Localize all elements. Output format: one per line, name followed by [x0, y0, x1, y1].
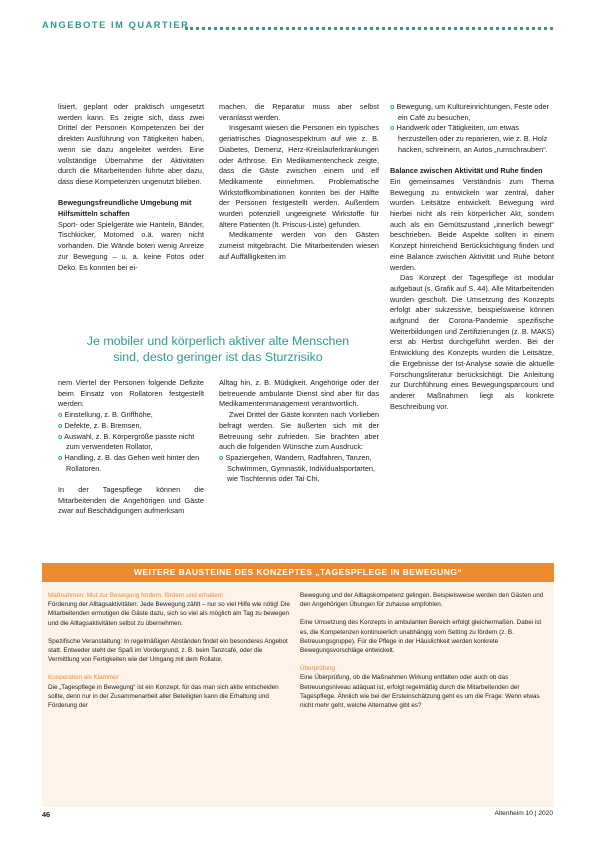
subheading: Bewegungsfreundliche Umgebung mit Hilfsmitteln schaffen — [58, 198, 192, 219]
bullet-icon: o — [219, 452, 224, 462]
info-box-label: Maßnahmen: Mut zur Bewegung fordern, fördern und erhalten! — [48, 592, 224, 599]
info-box — [42, 563, 554, 807]
info-box-title: WEITERE BAUSTEINE DES KONZEPTES „TAGESPFLEGE IN BEWEGUNG“ — [42, 563, 554, 582]
info-box-label: Überprüfung — [300, 665, 336, 673]
paragraph: Alltag hin, z. B. Müdigkeit. Angehörige oder der betreuende ambulante Dienst sind aber für das Medikamentenmanagement verantwortlich. — [219, 378, 379, 409]
pull-quote — [52, 333, 384, 365]
column-2-bottom — [219, 378, 379, 485]
info-box-left-column — [48, 591, 294, 710]
info-box-right-column — [300, 591, 548, 710]
footer-issue: Altenheim 10 | 2020 — [494, 810, 553, 817]
pull-quote-line: sind, desto geringer ist das Sturzrisiko — [113, 350, 323, 364]
subheading: Balance zwischen Aktivität und Ruhe finden — [390, 166, 543, 176]
list-item: o Einstellung, z. B. Griffhöhe, — [58, 410, 153, 420]
bullet-icon: o — [58, 431, 63, 441]
paragraph: Medikamente werden von den Gästen zumeist mitgebracht. Die Mitarbeitenden wiesen auf Auffälligkeiten im — [219, 230, 379, 261]
list-item: o Auswahl, z. B. Körpergröße passte nicht zum verwendeten Rollator, — [58, 431, 195, 452]
bullet-icon: o — [58, 410, 63, 420]
column-3 — [390, 102, 554, 412]
paragraph: Die „Tagespflege in Bewegung“ ist ein Konzept, für das man sich aktiv entscheiden sollte, denn nur in der Zusammenarbeit aller Beteiligten kann die Erhaltung und Förderung der — [48, 683, 279, 710]
paragraph: Spezifische Veranstaltung: In regelmäßigen Abständen findet ein besonderes Angebot statt. Entweder steht der Spaß im Vordergrund, z. B. beim Tanzcafé, oder die Vermittlung von Fertigkeiten wie der Umgang mit dem Rollator. — [48, 637, 288, 664]
column-1-bottom — [58, 378, 204, 517]
paragraph: Bewegung und der Alltagskompetenz gelingen. Beispielsweise werden den Gästen und den Angehörigen Übungen für zuhause empfohlen. — [300, 592, 544, 609]
list-item: o Bewegung, um Kultureinrichtungen, Feste oder ein Café zu besuchen, — [390, 102, 550, 122]
info-box-label: Kooperation als Klammer — [48, 674, 119, 682]
bullet-icon: o — [390, 123, 395, 133]
list-item: o Defekte, z. B. Bremsen, — [58, 420, 142, 430]
column-1-top — [58, 102, 204, 273]
paragraph: In der Tagespflege können die Mitarbeitenden die Angehörigen und Gäste zwar auf Beschädigungen aufmerksam — [58, 485, 204, 516]
paragraph: lisiert, geplant oder praktisch umgesetzt werden kann. Es zeigte sich, dass zwei Drittel der Personen Kompetenzen bei der direkten Ausführung von Tätigkeiten haben, wenn sie dazu angeleitet werden. Eine vollständige Übernahme der Aktivitäten durch die Mitarbeitenden führte aber dazu, dass diese Kompetenzen ungenutzt blieben. — [58, 102, 204, 186]
page-number: 46 — [42, 810, 51, 819]
paragraph: nem Viertel der Personen folgende Defizite beim Einsatz von Rollatoren festgestellt werden: — [58, 378, 204, 409]
paragraph: Das Konzept der Tagespflege ist modular aufgebaut (s. Grafik auf S. 44). Alle Mitarbeitenden wurden geschult. Die Umsetzung des Konzepts erfolgt aber sukzessive, beispielsweise können aufgrund der Corona-Pandemie spezifische Weiterbildungen und Zertifizierungen (z. B. MAKS) erst ab Herbst durchgeführt werden. Bei der Entwicklung des Konzepts wurden die Leitsätze, die Ergebnisse der Ist-Analyse sowie die aktuelle Forschungsliteratur berücksichtigt. Die Anleitung zur Durchführung eines Bewegungsparcours und anderer Maßnahmen liegt als konkrete Beschreibung vor. — [390, 273, 554, 411]
bullet-icon: o — [58, 420, 63, 430]
list-item: o Handwerk oder Tätigkeiten, um etwas herzustellen oder zu reparieren, wie z. B. Holz hacken, schreinern, an Autos „rumschrauben“. — [390, 123, 548, 154]
paragraph: Sport- oder Spielgeräte wie Hanteln, Bänder, Tischkicker, Motomed o.ä. waren nicht vorhanden. Die Wände boten wenig Anreize zur Bewegung – u. a. keine Fotos oder Deko. Es konnten bei ei- — [58, 219, 204, 272]
dotted-rule — [185, 27, 553, 30]
list-item: o Spaziergehen, Wandern, Radfahren, Tanzen, Schwimmen, Gymnastik, Individualsportarten, wie Tischtennis oder Tai Chi, — [219, 452, 376, 484]
list-item: o Handling, z. B. das Gehen weit hinter den Rollatoren. — [58, 452, 200, 473]
paragraph: Eine Überprüfung, ob die Maßnahmen Wirkung entfalten oder auch ob das Betreuungsniveau adäquat ist, erfolgt regelmäßig durch die Mitarbeitenden der Tagespflege. Ähnlich wie bei der Ersteinschätzung geht es um die Frage: Wenn etwas nicht mehr geht, welche Alternative gibt es? — [300, 674, 540, 710]
paragraph: Zwei Drittel der Gäste konnten nach Vorlieben befragt werden. Sie äußerten sich mit der Betreuung sehr zufrieden. Sie brachten aber auch die folgenden Wünsche zum Ausdruck: — [219, 410, 379, 452]
pull-quote-line: Je mobiler und körperlich aktiver alte Menschen — [86, 334, 350, 348]
section-label: ANGEBOTE IM QUARTIER — [42, 20, 190, 30]
paragraph: Ein gemeinsames Verständnis zum Thema Bewegung zu entwickeln war zentral, daher wurden Leitsätze entwickelt. Bewegung wird hierbei nicht als rein körperlicher Akt, sondern auch als ein Gemütszustand „innerlich bewegt“ beschrieben. Beide Aspekte sollten in einem Konzept hinreichend Berücksichtigung finden und eine Balance zwischen Aktivität und Ruhe betont werden. — [390, 176, 554, 272]
bullet-icon: o — [58, 452, 63, 462]
paragraph: Eine Umsetzung des Konzepts in ambulanten Bereich erfolgt gleichermaßen. Dabei ist es, die Kompetenzen kontinuierlich unabhängig vom Setting zu fördern (z. B. Betreuungsgruppe). Für die Pflege in der Häuslichkeit werden konkrete Bewegungsvorschläge entwickelt. — [300, 619, 542, 655]
bullet-icon: o — [390, 102, 395, 111]
paragraph: machen, die Reparatur muss aber selbst veranlasst werden. — [219, 102, 379, 122]
paragraph: Insgesamt wiesen die Personen ein typisches geriatrisches Diagnosespektrum auf wie z. B. Diabetes, Demenz, Herz-Kreislauferkrankungen oder Arthrose. Ein Medikamentencheck zeigte, dass die Gäste zwischen einem und elf Medikamente einnehmen. Problematische Wirkstoffkombinationen konnten bei der Hälfte der Personen festgestellt werden. Außerdem wurden potenziell ungeeignete Wirkstoffe für ältere Patienten (lt. Priscus-Liste) gefunden. — [219, 123, 379, 229]
paragraph: Förderung der Alltagsaktivitäten: Jede Bewegung zählt – nur so viel Hilfe wie nötig! Die Mitarbeitenden ermutigen die Gäste dazu, sich so viel als möglich am Tag zu bewegen und die Alltagsaktivitäten selbst zu übernehmen. — [48, 601, 290, 627]
column-2-top — [219, 102, 379, 263]
